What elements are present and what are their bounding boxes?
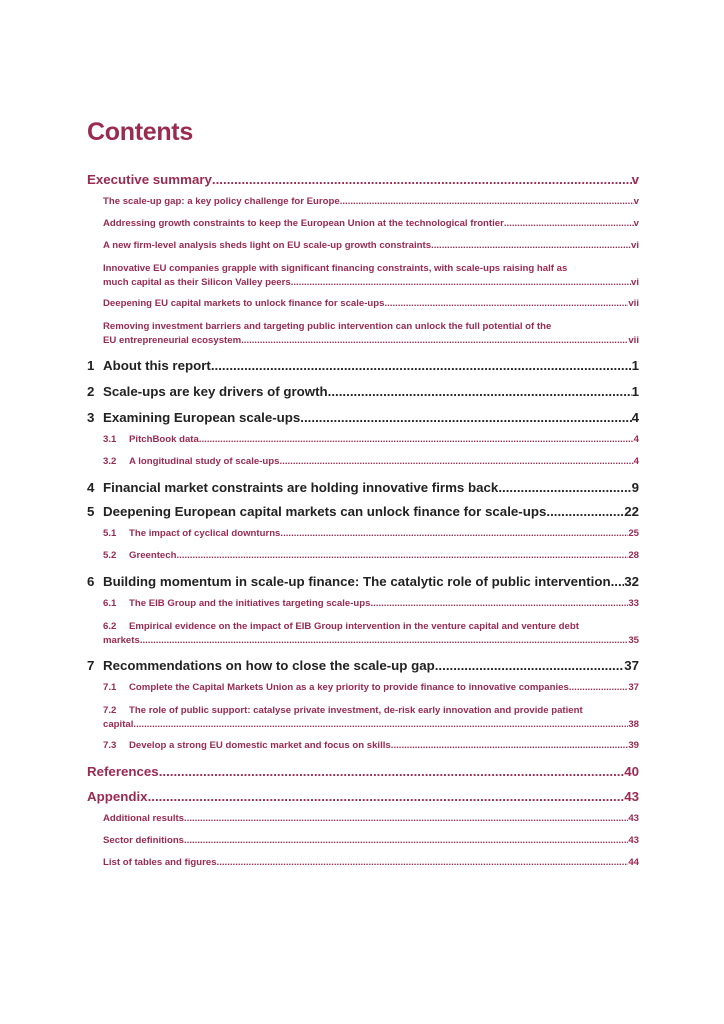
toc-leader-dots xyxy=(328,383,632,400)
toc-entry-page: 38 xyxy=(628,719,639,730)
toc-entry[interactable] xyxy=(103,704,639,732)
toc-entry-executive-summary[interactable] xyxy=(87,171,639,188)
toc-entry[interactable] xyxy=(103,857,639,869)
toc-section-number: 3.1 xyxy=(103,434,117,445)
toc-entry-page: 1 xyxy=(631,384,639,399)
toc-entry-label-line1: The role of public support: catalyse private investment, de-risk early innovation and provide patient xyxy=(129,705,583,716)
toc-leader-dots xyxy=(370,598,628,610)
toc-entry-label: A longitudinal study of scale-ups xyxy=(129,456,280,467)
toc-entry-page: vi xyxy=(630,240,639,251)
toc-chapter-number: 7 xyxy=(87,658,95,673)
toc-chapter-number: 4 xyxy=(87,480,95,495)
toc-entry-page: 43 xyxy=(624,789,639,804)
toc-leader-dots xyxy=(211,357,632,374)
toc-entry-label: Executive summary xyxy=(87,172,212,187)
toc-entry-page: v xyxy=(633,218,639,229)
toc-entry-page: 43 xyxy=(628,835,639,846)
toc-chapter-6[interactable] xyxy=(87,573,639,590)
toc-entry-label: Appendix xyxy=(87,789,148,804)
toc-chapter-number: 6 xyxy=(87,574,95,589)
toc-entry[interactable] xyxy=(103,550,639,562)
toc-entry-label: Recommendations on how to close the scale-up gap xyxy=(103,658,435,673)
toc-entry-label: The EIB Group and the initiatives targeting scale-ups xyxy=(129,598,371,609)
toc-entry[interactable] xyxy=(103,682,639,694)
toc-entry-label: References xyxy=(87,764,159,779)
toc-entry[interactable] xyxy=(103,620,639,648)
toc-leader-dots xyxy=(385,298,629,310)
page-title: Contents xyxy=(87,118,193,146)
toc-entry-references[interactable] xyxy=(87,763,639,780)
toc-entry-label: Building momentum in scale-up finance: The catalytic role of public intervention xyxy=(103,574,611,589)
toc-entry-page: vii xyxy=(628,298,639,309)
toc-entry-label: Examining European scale-ups xyxy=(103,410,301,425)
toc-leader-dots xyxy=(498,479,631,496)
toc-section-number: 7.1 xyxy=(103,682,117,693)
toc-entry-label: List of tables and figures xyxy=(103,857,217,868)
toc-chapter-4[interactable] xyxy=(87,479,639,496)
toc-entry-label-line2: capital xyxy=(103,719,134,730)
toc-entry-page: 32 xyxy=(624,574,639,589)
toc-entry-label: Greentech xyxy=(129,550,177,561)
toc-entry[interactable] xyxy=(103,813,639,825)
toc-chapter-number: 5 xyxy=(87,504,95,519)
toc-entry-page: vii xyxy=(628,335,639,346)
toc-entry-page: vi xyxy=(630,277,639,288)
toc-entry-label: The impact of cyclical downturns xyxy=(129,528,281,539)
toc-entry-label: Additional results xyxy=(103,813,185,824)
toc-entry-label: Deepening EU capital markets to unlock finance for scale-ups xyxy=(103,298,385,309)
toc-leader-dots xyxy=(212,171,632,188)
toc-entry-page: 35 xyxy=(628,635,639,646)
toc-section-number: 7.2 xyxy=(103,705,117,716)
toc-leader-dots xyxy=(280,528,628,540)
toc-entry[interactable] xyxy=(103,320,639,348)
toc-chapter-7[interactable] xyxy=(87,657,639,674)
toc-leader-dots xyxy=(504,218,634,230)
toc-entry-label: About this report xyxy=(103,358,211,373)
toc-chapter-3[interactable] xyxy=(87,409,639,426)
toc-entry-label: Deepening European capital markets can unlock finance for scale-ups xyxy=(103,504,547,519)
toc-entry-label: Addressing growth constraints to keep the European Union at the technological frontier xyxy=(103,218,504,229)
toc-entry-page: v xyxy=(633,196,639,207)
toc-entry-appendix[interactable] xyxy=(87,788,639,805)
toc-leader-dots xyxy=(199,434,634,446)
toc-leader-dots xyxy=(241,334,628,348)
toc-entry-page: 4 xyxy=(633,434,639,445)
toc-entry[interactable] xyxy=(103,240,639,252)
toc-leader-dots xyxy=(300,409,631,426)
toc-entry-page: 4 xyxy=(631,410,639,425)
toc-chapter-number: 1 xyxy=(87,358,95,373)
toc-entry[interactable] xyxy=(103,262,639,290)
toc-entry-page: 44 xyxy=(628,857,639,868)
toc-leader-dots xyxy=(569,682,629,694)
toc-entry[interactable] xyxy=(103,218,639,230)
toc-entry-page: v xyxy=(631,172,639,187)
toc-leader-dots xyxy=(176,550,628,562)
toc-entry-label: The scale-up gap: a key policy challenge for Europe xyxy=(103,196,340,207)
toc-entry-page: 25 xyxy=(628,528,639,539)
toc-section-number: 7.3 xyxy=(103,740,117,751)
toc-leader-dots xyxy=(291,276,631,290)
toc-entry-page: 33 xyxy=(628,598,639,609)
toc-entry-page: 1 xyxy=(631,358,639,373)
toc-leader-dots xyxy=(217,857,629,869)
toc-entry-label-line2: markets xyxy=(103,635,140,646)
toc-leader-dots xyxy=(140,634,629,648)
toc-entry-label-line2: EU entrepreneurial ecosystem xyxy=(103,335,242,346)
toc-leader-dots xyxy=(340,196,634,208)
toc-entry-label-line2: much capital as their Silicon Valley peers xyxy=(103,277,291,288)
toc-entry-label-line1: Removing investment barriers and targeting public intervention can unlock the full potential of the xyxy=(103,321,552,332)
toc-chapter-5[interactable] xyxy=(87,503,639,520)
toc-entry-page: 40 xyxy=(624,764,639,779)
toc-entry[interactable] xyxy=(103,528,639,540)
toc-section-number: 3.2 xyxy=(103,456,117,467)
toc-entry-label: Complete the Capital Markets Union as a key priority to provide finance to innovative companies xyxy=(129,682,569,693)
toc-entry[interactable] xyxy=(103,196,639,208)
toc-entry[interactable] xyxy=(103,835,639,847)
toc-entry-label: Sector definitions xyxy=(103,835,185,846)
toc-leader-dots xyxy=(391,740,629,752)
toc-entry[interactable] xyxy=(103,298,639,310)
toc-entry-label: A new firm-level analysis sheds light on EU scale-up growth constraints xyxy=(103,240,432,251)
toc-entry-label: PitchBook data xyxy=(129,434,199,445)
toc-entry-page: 9 xyxy=(631,480,639,495)
toc-entry[interactable] xyxy=(103,456,639,468)
toc-chapter-1[interactable] xyxy=(87,357,639,374)
toc-entry-page: 37 xyxy=(624,658,639,673)
toc-leader-dots xyxy=(148,788,625,805)
toc-section-number: 6.1 xyxy=(103,598,117,609)
toc-entry-page: 4 xyxy=(633,456,639,467)
toc-entry-label: Financial market constraints are holding innovative firms back xyxy=(103,480,499,495)
toc-entry[interactable] xyxy=(103,740,639,752)
toc-entry-page: 43 xyxy=(628,813,639,824)
toc-entry[interactable] xyxy=(103,598,639,610)
toc-leader-dots xyxy=(611,573,625,590)
toc-chapter-number: 2 xyxy=(87,384,95,399)
toc-section-number: 5.2 xyxy=(103,550,117,561)
toc-entry-page: 22 xyxy=(624,504,639,519)
toc-entry-page: 39 xyxy=(628,740,639,751)
toc-leader-dots xyxy=(546,503,624,520)
toc-leader-dots xyxy=(280,456,634,468)
toc-leader-dots xyxy=(184,835,628,847)
toc-leader-dots xyxy=(133,718,628,732)
toc-leader-dots xyxy=(435,657,624,674)
toc-section-number: 6.2 xyxy=(103,621,117,632)
toc-chapter-number: 3 xyxy=(87,410,95,425)
toc-entry-label: Develop a strong EU domestic market and focus on skills xyxy=(129,740,391,751)
toc-chapter-2[interactable] xyxy=(87,383,639,400)
toc-leader-dots xyxy=(159,763,625,780)
toc-section-number: 5.1 xyxy=(103,528,117,539)
toc-entry-label: Scale-ups are key drivers of growth xyxy=(103,384,328,399)
toc-entry-label-line1: Empirical evidence on the impact of EIB Group intervention in the venture capital and venture debt xyxy=(129,621,579,632)
toc-entry-label-line1: Innovative EU companies grapple with significant financing constraints, with scale-ups raising half as xyxy=(103,263,568,274)
toc-entry[interactable] xyxy=(103,434,639,446)
toc-entry-page: 28 xyxy=(628,550,639,561)
toc-leader-dots xyxy=(431,240,631,252)
toc-entry-page: 37 xyxy=(628,682,639,693)
toc-leader-dots xyxy=(184,813,628,825)
